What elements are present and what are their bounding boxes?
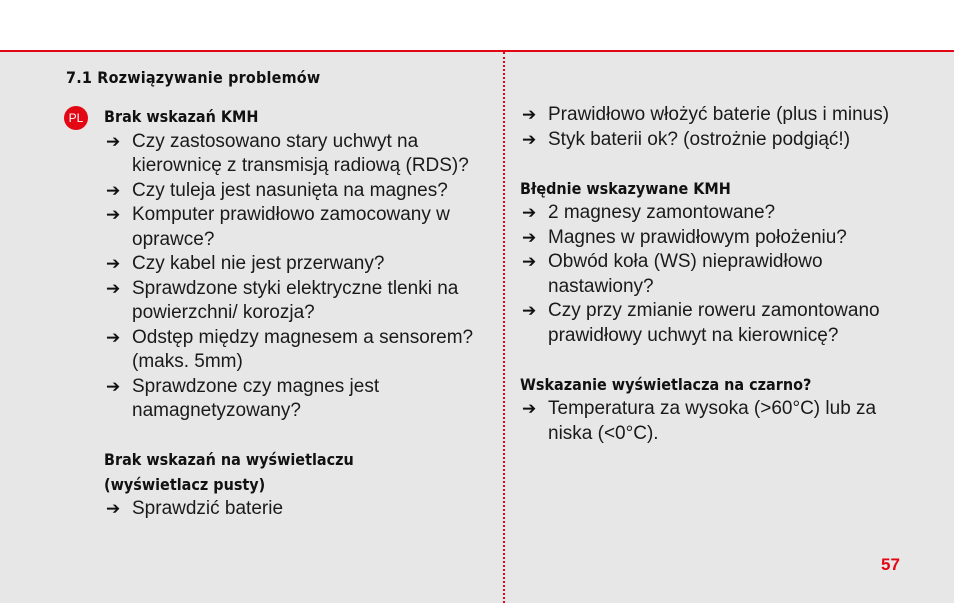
arrow-icon: ➔ (106, 180, 121, 200)
checklist-blank-display (104, 497, 484, 522)
arrow-icon: ➔ (106, 499, 121, 518)
arrow-icon: ➔ (522, 301, 537, 320)
checklist-black-display (520, 397, 920, 446)
list-item: ➔ Sprawdzone styki elektryczne tlenki na powierzchni/ korozja? (106, 277, 459, 323)
list-item: ➔ Obwód koła (WS) nieprawidłowo nastawiony? (522, 251, 823, 297)
list-item: ➔ Sprawdzone czy magnes jest namagnetyzowany? (106, 375, 380, 421)
arrow-icon: ➔ (106, 327, 121, 347)
arrow-icon: ➔ (106, 205, 121, 224)
arrow-icon: ➔ (522, 129, 537, 149)
spacer (520, 152, 920, 177)
arrow-icon: ➔ (106, 278, 121, 298)
arrow-icon: ➔ (522, 399, 537, 418)
list-item: ➔ Czy tuleja jest nasunięta na magnes? (104, 179, 484, 204)
list-item: ➔ Czy kabel nie jest przerwany? (104, 252, 484, 277)
arrow-icon: ➔ (106, 376, 121, 396)
page-number: 57 (881, 555, 900, 574)
checklist-battery (520, 103, 920, 152)
list-item: ➔ Czy zastosowano stary uchwyt na kierownicę z transmisją radiową (RDS)? (106, 130, 469, 176)
group-heading-no-kmh: Brak wskazań KMH (104, 107, 259, 126)
arrow-icon: ➔ (522, 203, 537, 222)
left-column (104, 105, 484, 522)
section-title: 7.1 Rozwiązywanie problemów (66, 68, 321, 87)
arrow-icon: ➔ (522, 227, 537, 247)
list-item: ➔ Komputer prawidłowo zamocowany w oprawce? (106, 204, 450, 250)
list-item: ➔ Odstęp między magnesem a sensorem? (maks. 5mm) (106, 326, 474, 372)
group-heading-wrong-kmh: Błędnie wskazywane KMH (520, 178, 731, 198)
spacer (520, 348, 920, 373)
right-column (520, 103, 920, 446)
arrow-icon: ➔ (522, 252, 537, 271)
list-item: ➔ 2 magnesy zamontowane? (520, 201, 920, 226)
list-item: ➔ Temperatura za wysoka (>60°C) lub za niska (<0°C). (522, 398, 877, 444)
list-item: ➔ Styk baterii ok? (ostrożnie podgiąć!) (520, 128, 920, 153)
list-item: ➔ Sprawdzić baterie (104, 497, 484, 522)
checklist-no-kmh (104, 130, 484, 424)
list-item: ➔ Prawidłowo włożyć baterie (plus i minus) (520, 103, 920, 128)
top-margin (0, 0, 954, 50)
list-item: ➔ Magnes w prawidłowym położeniu? (520, 226, 920, 251)
group-heading-black-display: Wskazanie wyświetlacza na czarno? (520, 374, 812, 394)
checklist-wrong-kmh (520, 201, 920, 348)
spacer (104, 424, 484, 449)
manual-page (0, 52, 954, 603)
column-divider (503, 52, 505, 603)
arrow-icon: ➔ (522, 105, 537, 124)
arrow-icon: ➔ (106, 254, 121, 273)
arrow-icon: ➔ (106, 131, 121, 151)
group-heading-blank-display: Brak wskazań na wyświetlaczu (wyświetlacz pusty) (104, 450, 354, 494)
list-item: ➔ Czy przy zmianie roweru zamontowano prawidłowy uchwyt na kierownicę? (522, 300, 880, 346)
language-badge: PL (64, 106, 88, 130)
